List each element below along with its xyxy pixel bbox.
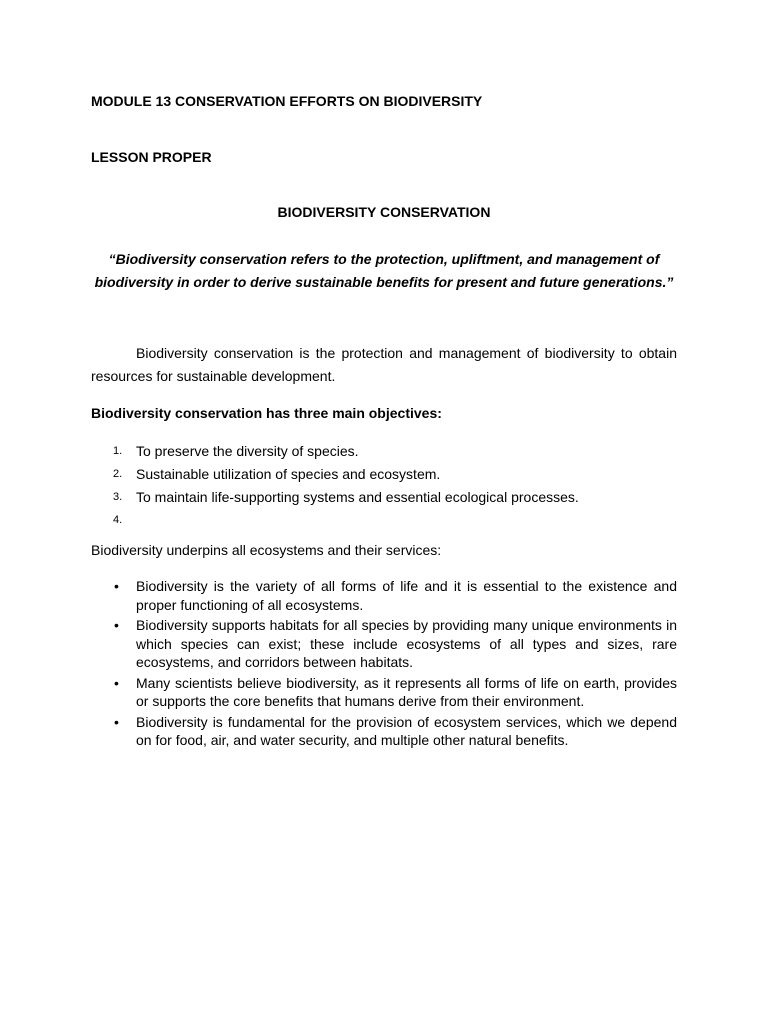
bullet-dot-icon: • (114, 617, 119, 633)
bullet-text: Biodiversity supports habitats for all species by providing many unique environments in which species can exist; these include ecosystems of all types and sizes, rare ecosystems, and corridors between habitats. (136, 617, 677, 670)
objective-item (91, 509, 677, 532)
objective-item (91, 486, 677, 509)
bullet-text: Biodiversity is the variety of all forms of life and it is essential to the existence and proper functioning of all ecosystems. (136, 578, 677, 613)
bullet-text: Many scientists believe biodiversity, as it represents all forms of life on earth, provides or supports the core benefits that humans derive from their environment. (136, 674, 677, 709)
objective-number: 3. (113, 491, 123, 503)
objectives-heading: Biodiversity conservation has three main objectives: (91, 405, 442, 421)
bullet-dot-icon: • (114, 713, 119, 730)
bullet-item (91, 674, 677, 711)
bullet-item (91, 577, 677, 614)
objective-item (91, 440, 677, 463)
bullet-dot-icon: • (114, 578, 119, 594)
intro-paragraph: Biodiversity conservation is the protection and management of biodiversity to obtain resources for sustainable development. (91, 345, 677, 384)
bullet-item (91, 616, 677, 672)
objective-item (91, 463, 677, 486)
objectives-list (91, 440, 677, 532)
objective-number: 2. (113, 468, 123, 480)
objective-text: To preserve the diversity of species. (136, 443, 359, 459)
objective-text: To maintain life-supporting systems and essential ecological processes. (136, 489, 579, 505)
bullet-item (91, 713, 677, 750)
bullet-dot-icon: • (114, 674, 119, 691)
bullet-list (91, 577, 677, 752)
section-title: BIODIVERSITY CONSERVATION (277, 204, 491, 220)
objective-number: 4. (113, 514, 123, 526)
bullet-text: Biodiversity is fundamental for the provision of ecosystem services, which we depend on for food, air, and water security, and multiple other natural benefits. (136, 713, 677, 748)
lesson-title: LESSON PROPER (91, 149, 212, 165)
underpins-paragraph: Biodiversity underpins all ecosystems and their services: (91, 542, 442, 558)
module-title: MODULE 13 CONSERVATION EFFORTS ON BIODIVERSITY (91, 93, 483, 109)
objective-text: Sustainable utilization of species and ecosystem. (136, 466, 441, 482)
objective-number: 1. (113, 445, 123, 457)
definition-quote: “Biodiversity conservation refers to the protection, upliftment, and management of biodiversity in order to derive sustainable benefits for present and future generations.” (94, 251, 674, 290)
